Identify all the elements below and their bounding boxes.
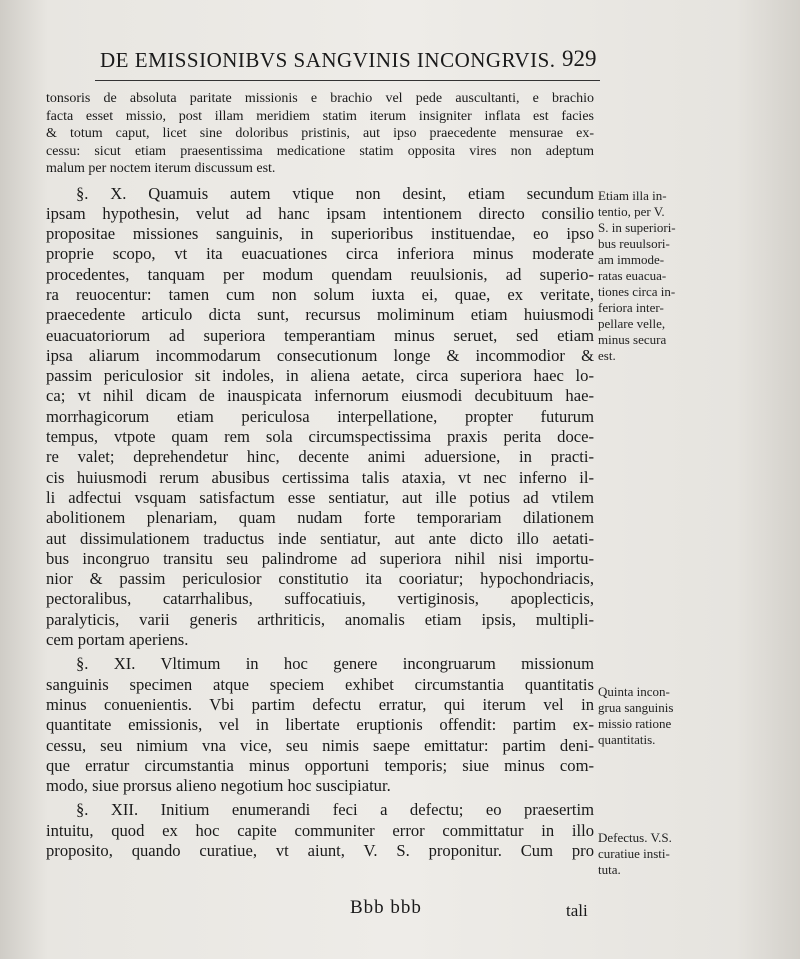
- printer-signature: Bbb bbb: [350, 897, 422, 918]
- text-line: morrhagicorum etiam periculosa interpellatione, propter futurum: [46, 406, 594, 426]
- text-line: li adfectui vsquam satisfactum esse sentiatur, aut ille potius ad vtilem: [46, 487, 594, 507]
- text-line: §. XII. Initium enumerandi feci a defectu; eo praesertim: [76, 800, 594, 820]
- section-x-paragraph: [46, 184, 594, 651]
- margin-note-defect: [598, 830, 698, 878]
- text-line: re valet; deprehendetur hinc, decente animi aduersione, in practi-: [46, 447, 594, 467]
- text-line: tempus, vtpote quam rem sola circumspectissima praxis perita doce-: [46, 427, 594, 447]
- margin-note-line: S. in superiori-: [598, 220, 676, 235]
- margin-note-line: am immode-: [598, 252, 665, 267]
- text-line: pectoralibus, catarrhalibus, suffocatiuis, vertiginosis, apoplecticis,: [46, 589, 594, 609]
- margin-note-line: missio ratione: [598, 716, 672, 731]
- text-line: malum per noctem iterum discussum est.: [46, 161, 276, 176]
- margin-note-line: Quinta incon-: [598, 684, 670, 699]
- margin-note-line: pellare velle,: [598, 316, 666, 331]
- margin-note-line: tiones circa in-: [598, 284, 676, 299]
- text-line: tonsoris de absoluta paritate missionis e brachio vel pede auscultanti, e brachio: [46, 91, 594, 106]
- margin-note-line: quantitatis.: [598, 732, 656, 747]
- text-line: bus incongruo transitu seu palindrome ad superiora nihil nisi importu-: [46, 548, 594, 568]
- text-line: quantitate emissionis, vel in libertate eruptionis offendit: partim ex-: [46, 715, 594, 735]
- catchword: tali: [566, 901, 588, 920]
- margin-note-line: feriora inter-: [598, 300, 664, 315]
- text-line: passim periculosior sit indoles, in aliena aetate, circa superiora haec lo-: [46, 366, 594, 386]
- text-line: ca; vt nihil dicam de inauspicata infernorum eiusmodi decubituum hae-: [46, 386, 594, 406]
- text-line: propositae missiones sanguinis, in superioribus instituendae, eo ipso: [46, 224, 594, 244]
- text-line: aut dissimulationem traductus inde sentiatur, aut ante dicto illo aetati-: [46, 528, 594, 548]
- section-xi-paragraph: [46, 654, 594, 796]
- text-line: euacuatoriorum ad superiora temperantiam minus seruet, sed etiam: [46, 325, 594, 345]
- text-line: ipsam hypothesin, velut ad hanc ipsam intentionem directo consilio: [46, 203, 594, 223]
- text-line: §. X. Quamuis autem vtique non desint, etiam secundum: [76, 183, 594, 203]
- text-line: praecedente articulo dicta sunt, recursus moliminum etiam huiusmodi: [46, 305, 594, 325]
- text-line: proposito, quando curatiue, vt aiunt, V. S. proponitur. Cum pro: [46, 841, 594, 860]
- header-rule: [95, 80, 600, 81]
- margin-note-line: bus reuulsori-: [598, 236, 670, 251]
- margin-note-line: curatiue insti-: [598, 846, 670, 861]
- margin-note-quantity: [598, 684, 698, 748]
- text-line: sanguinis specimen atque speciem exhibet circumstantia quantitatis: [46, 674, 594, 694]
- margin-note-revulsion: [598, 188, 698, 364]
- text-line: modo, siue prorsus alieno negotium hoc suscipiatur.: [46, 776, 391, 796]
- margin-note-line: grua sanguinis: [598, 700, 674, 715]
- text-line: que erratur circumstantia minus opportuni temporis; siue minus com-: [46, 755, 594, 775]
- text-line: minus conuenientis. Vbi partim defectu erratur, qui iterum vel in: [46, 694, 594, 714]
- text-line: cis huiusmodi rerum abusibus certissima talis ataxia, vt nec inferno il-: [46, 467, 594, 487]
- bleed-through-texture: [700, 380, 800, 880]
- margin-note-line: Defectus. V.S.: [598, 830, 672, 845]
- text-line: cessu: sicut etiam praesentissima medicatione statim opposita vires non adeptum: [46, 143, 594, 159]
- margin-note-line: minus secura: [598, 332, 667, 347]
- main-text: [46, 90, 594, 861]
- intro-paragraph: [46, 90, 594, 178]
- text-line: paralyticis, varii generis arthriticis, anomalis etiam ipsis, multipli-: [46, 609, 594, 629]
- text-line: ra reuocentur: tamen cum non solum iuxta ei, quae, ex veritate,: [46, 284, 594, 304]
- text-line: ipsa aliarum incommodarum consecutionum longe & incommodior &: [46, 345, 594, 365]
- text-line: nior & passim periculosior constitutio ita cooriatur; hypochondriacis,: [46, 569, 594, 589]
- page-number: 929: [562, 46, 597, 71]
- margin-note-line: ratas euacua-: [598, 268, 667, 283]
- text-line: procedentes, tanquam per modum quendam reuulsionis, ad superio-: [46, 264, 594, 284]
- running-title: DE EMISSIONIBVS SANGVINIS INCONGRVIS.: [100, 48, 556, 72]
- text-line: proprie scopo, vt ita euacuationes circa inferiora minus moderate: [46, 244, 594, 264]
- section-xii-paragraph: [46, 800, 594, 861]
- text-line: intuitu, quod ex hoc capite communiter error committatur in illo: [46, 820, 594, 840]
- margin-note-line: tentio, per V.: [598, 204, 665, 219]
- text-line: cem portam aperiens.: [46, 630, 189, 650]
- margin-note-line: tuta.: [598, 862, 621, 877]
- text-line: cessu, seu nimium vna vice, seu nimis saepe emittatur: partim deni-: [46, 735, 594, 755]
- text-line: facta esset missio, post illam meridiem statim iterum insigniter inflata est facies: [46, 108, 594, 124]
- margin-note-line: Etiam illa in-: [598, 188, 667, 203]
- text-line: §. XI. Vltimum in hoc genere incongruarum missionum: [76, 654, 594, 674]
- margin-note-line: est.: [598, 348, 616, 363]
- text-line: abolitionem plenariam, quam nudam forte temporariam dilationem: [46, 508, 594, 528]
- text-line: & totum caput, licet sine doloribus pristinis, aut ipso praecedente mensurae ex-: [46, 126, 594, 141]
